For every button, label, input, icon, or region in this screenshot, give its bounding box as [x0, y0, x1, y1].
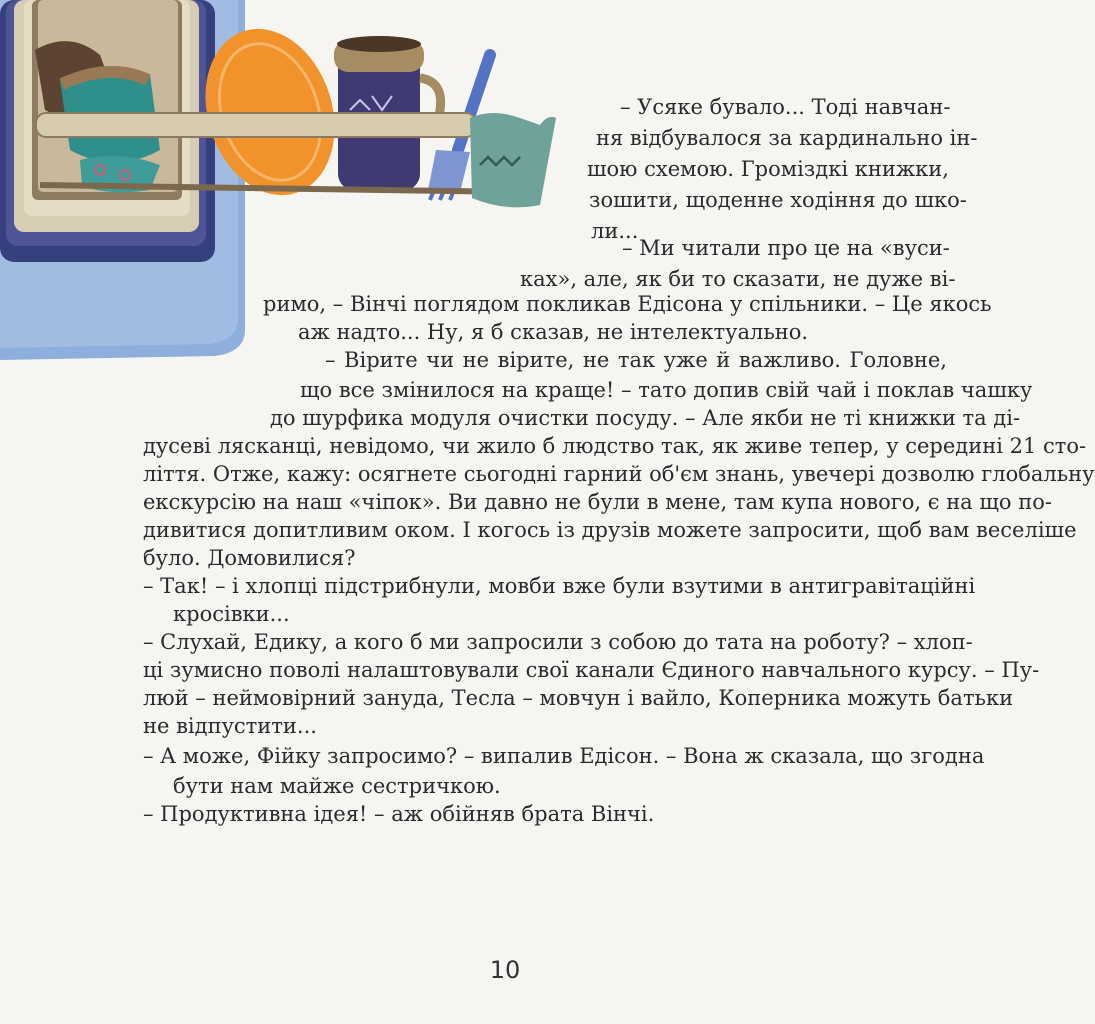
- text-line: – А може, Фійку запросимо? – випалив Едісон. – Вона ж сказала, що згодна: [143, 744, 985, 768]
- text-line: ках», але, як би то сказати, не дуже ві-: [520, 267, 956, 291]
- text-line: ліття. Отже, кажу: осягнете сьогодні гарний об'єм знань, увечері дозволю глобальну: [143, 462, 1095, 486]
- text-line: римо, – Вінчі поглядом покликав Едісона у спільники. – Це якось: [263, 292, 992, 316]
- text-line: кросівки...: [173, 602, 290, 626]
- text-line: ці зумисно поволі налаштовували свої канали Єдиного навчального курсу. – Пу-: [143, 658, 1040, 682]
- text-line: було. Домовилися?: [143, 546, 356, 570]
- text-line: дивитися допитливим оком. І когось із друзів можете запросити, щоб вам веселіше: [143, 518, 1077, 542]
- text-line: – Усяке бувало... Тоді навчан-: [620, 95, 951, 119]
- oven-mitt-icon: [470, 113, 556, 207]
- text-line: аж надто... Ну, я б сказав, не інтелектуально.: [298, 320, 809, 344]
- text-line: – Ми читали про це на «вуси-: [622, 236, 950, 260]
- text-line: ли...: [591, 219, 639, 243]
- text-line: ня відбувалося за кардинально ін-: [596, 126, 978, 150]
- text-line: – Так! – і хлопці підстрибнули, мовби вже були взутими в антигравітаційні: [143, 574, 976, 598]
- text-line: до шурфика модуля очистки посуду. – Але якби не ті книжки та ді-: [270, 406, 1021, 430]
- text-line: – Вірите чи не вірите, не так уже й важливо. Головне,: [325, 348, 947, 372]
- text-line: шою схемою. Громіздкі книжки,: [587, 157, 949, 181]
- text-line: бути нам майже сестричкою.: [173, 774, 501, 798]
- text-line: люй – неймовірний зануда, Тесла – мовчун і вайло, Коперника можуть батьки: [143, 686, 1014, 710]
- text-line: не відпустити...: [143, 714, 317, 738]
- text-line: – Слухай, Едику, а кого б ми запросили з собою до тата на роботу? – хлоп-: [143, 630, 973, 654]
- text-line: екскурсію на наш «чіпок». Ви давно не були в мене, там купа нового, є на що по-: [143, 490, 1052, 514]
- text-line: дусеві лясканці, невідомо, чи жило б людство так, як живе тепер, у середині 21 сто-: [143, 434, 1087, 458]
- text-line: зошити, щоденне ходіння до шко-: [589, 188, 967, 212]
- page-number: 10: [489, 956, 521, 984]
- text-line: що все змінилося на краще! – тато допив свій чай і поклав чашку: [300, 378, 1033, 402]
- text-line: – Продуктивна ідея! – аж обійняв брата Вінчі.: [143, 802, 655, 826]
